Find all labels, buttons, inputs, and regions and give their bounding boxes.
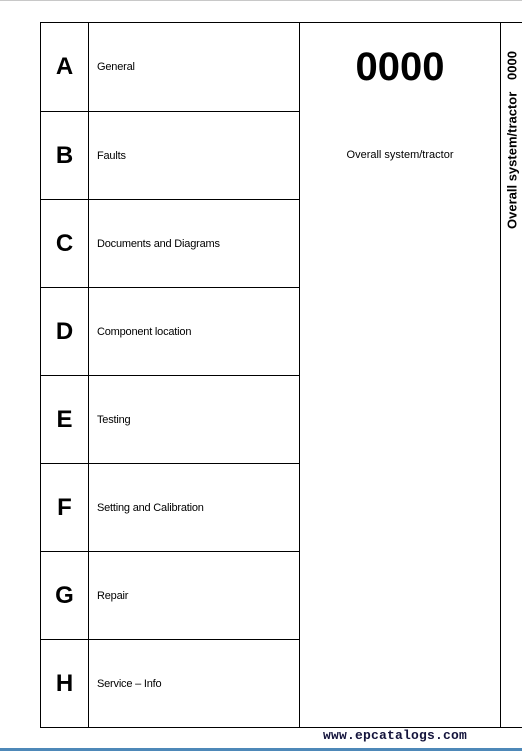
section-label: Testing	[97, 413, 131, 426]
group-header	[300, 23, 500, 727]
spine-tab	[500, 23, 522, 727]
section-row-c	[41, 199, 299, 287]
section-label: Setting and Calibration	[97, 501, 204, 514]
section-label: Faults	[97, 149, 126, 162]
section-row-g	[41, 551, 299, 639]
section-row-d	[41, 287, 299, 375]
section-letter: A	[41, 23, 89, 111]
section-letter: E	[41, 376, 89, 463]
section-label: Repair	[97, 589, 129, 602]
section-letter: H	[41, 640, 89, 727]
section-letter: B	[41, 112, 89, 199]
section-row-e	[41, 375, 299, 463]
section-label: General	[97, 61, 135, 73]
section-label: Service – Info	[97, 677, 162, 690]
section-row-a	[41, 23, 299, 111]
divider-page	[40, 22, 522, 728]
group-description: Overall system/tractor	[346, 149, 454, 161]
spine-code: 0000	[504, 51, 520, 80]
section-row-f	[41, 463, 299, 551]
group-code: 0000	[355, 45, 445, 89]
section-letter: D	[41, 288, 89, 375]
section-letter: G	[41, 552, 89, 639]
spine-label	[503, 51, 521, 271]
watermark-text: www.epcatalogs.com	[322, 728, 468, 743]
section-row-b	[41, 111, 299, 199]
section-letter: C	[41, 200, 89, 287]
section-row-h	[41, 639, 299, 727]
top-rule	[0, 0, 522, 1]
section-index	[40, 23, 300, 727]
section-letter: F	[41, 464, 89, 551]
section-label: Component location	[97, 325, 192, 338]
section-label: Documents and Diagrams	[97, 237, 220, 250]
spine-title: Overall system/tractor	[504, 91, 520, 230]
